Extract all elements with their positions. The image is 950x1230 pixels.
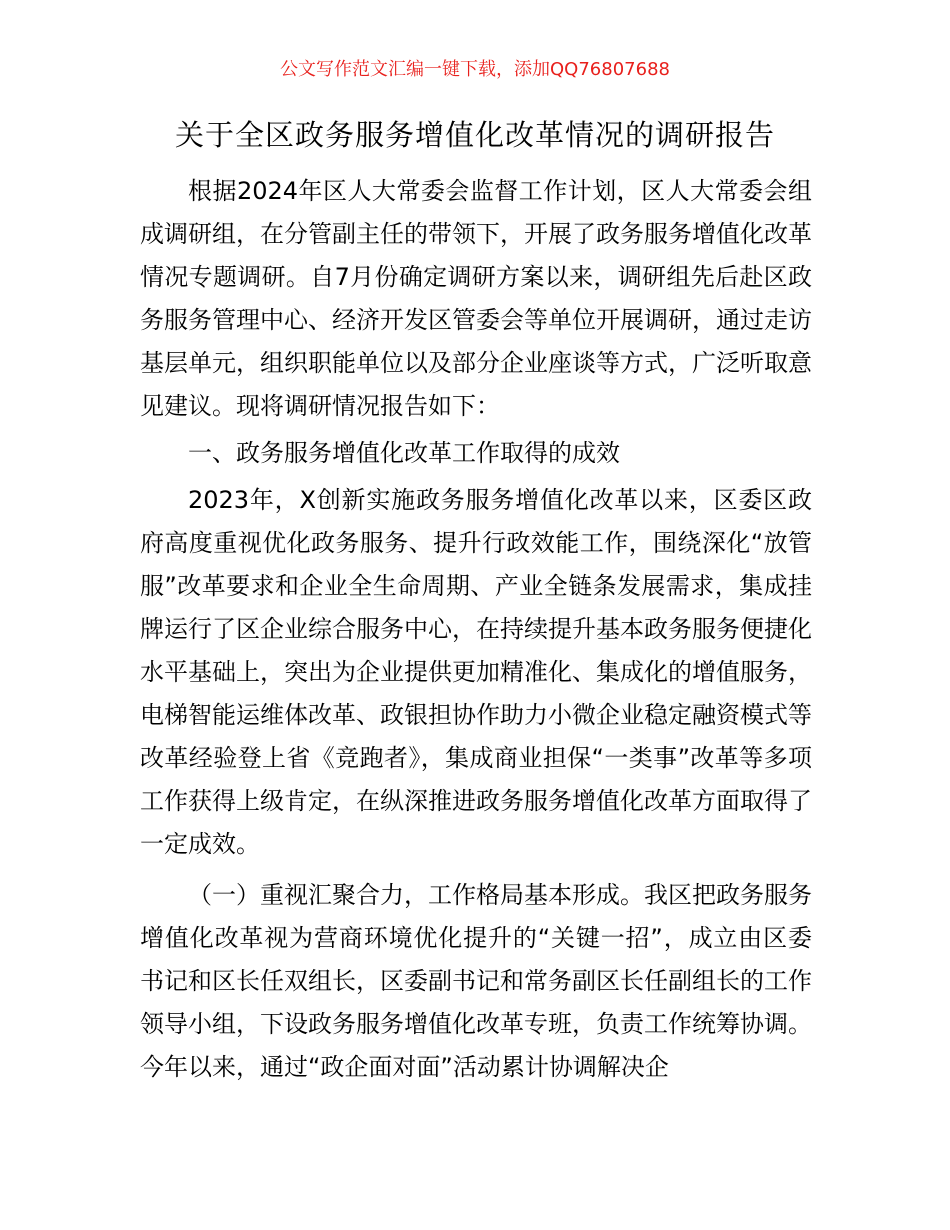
section-heading: 一、政务服务增值化改革工作取得的成效 — [188, 439, 620, 467]
intro-paragraph: 根据2024年区人大常委会监督工作计划，区人大常委会组成调研组，在分管副主任的带领下，开展了政务服务增值化改革情况专题调研。自7月份确定调研方案以来，调研组先后赴区政务服务管理中心、经济开发区管委会等单位开展调研，通过走访基层单元，组织职能单位以及部分企业座谈等方式，广泛听取意见建议。现将调研情况报告如下： — [140, 177, 812, 420]
promo-banner: 公文写作范文汇编一键下载，添加QQ76807688 — [280, 59, 670, 80]
document-body — [140, 170, 812, 1089]
document-title: 关于全区政务服务增值化改革情况的调研报告 — [174, 118, 775, 152]
body-paragraph: （一）重视汇聚合力，工作格局基本形成。我区把政务服务增值化改革视为营商环境优化提升的“关键一招”，成立由区委书记和区长任双组长，区委副书记和常务副区长任副组长的工作领导小组，下设政务服务增值化改革专班，负责工作统筹协调。今年以来，通过“政企面对面”活动累计协调解决企 — [140, 881, 812, 1081]
body-paragraph: 2023年，X创新实施政务服务增值化改革以来，区委区政府高度重视优化政务服务、提升行政效能工作，围绕深化“放管服”改革要求和企业全生命周期、产业全链条发展需求，集成挂牌运行了区企业综合服务中心，在持续提升基本政务服务便捷化水平基础上，突出为企业提供更加精准化、集成化的增值服务，电梯智能运维体改革、政银担协作助力小微企业稳定融资模式等改革经验登上省《竞跑者》，集成商业担保“一类事”改革等多项工作获得上级肯定，在纵深推进政务服务增值化改革方面取得了一定成效。 — [140, 486, 812, 858]
